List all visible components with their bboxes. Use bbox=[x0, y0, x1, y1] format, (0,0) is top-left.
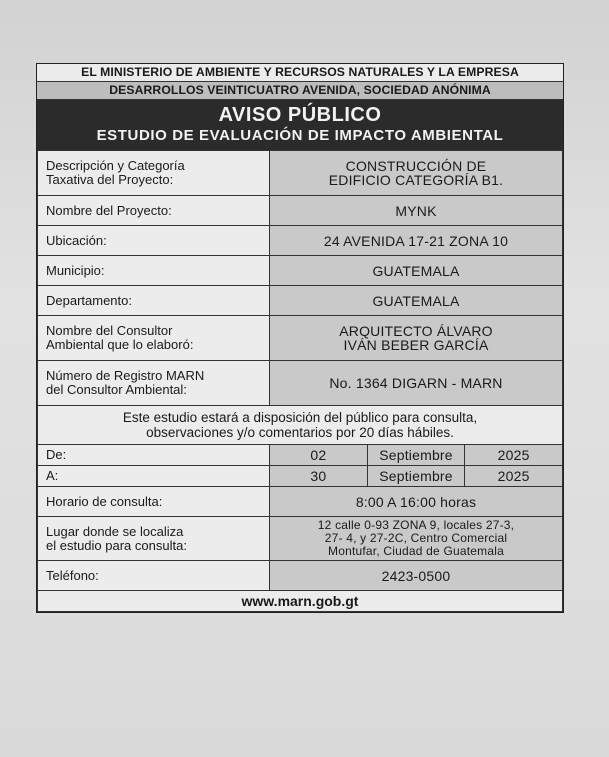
notice-title: AVISO PÚBLICO bbox=[218, 104, 382, 126]
date-to-month: Septiembre bbox=[367, 466, 465, 487]
municipality-label: Municipio: bbox=[38, 256, 270, 286]
municipality-value: GUATEMALA bbox=[270, 256, 563, 286]
title-banner bbox=[37, 100, 563, 150]
project-name-value: MYNK bbox=[270, 196, 563, 226]
consultant-label: Nombre del Consultor Ambiental que lo elaboró: bbox=[38, 316, 270, 361]
registry-value: No. 1364 DIGARN - MARN bbox=[270, 361, 563, 406]
row-municipality bbox=[38, 256, 563, 286]
phone-value: 2423-0500 bbox=[270, 561, 563, 591]
schedule-label: Horario de consulta: bbox=[38, 487, 270, 517]
row-schedule bbox=[38, 487, 563, 517]
row-availability bbox=[38, 406, 563, 445]
header-line-1: EL MINISTERIO DE AMBIENTE Y RECURSOS NATURALES Y LA EMPRESA bbox=[37, 64, 563, 82]
row-category bbox=[38, 151, 563, 196]
row-location bbox=[38, 226, 563, 256]
location-label: Ubicación: bbox=[38, 226, 270, 256]
place-label: Lugar donde se localiza el estudio para consulta: bbox=[38, 517, 270, 561]
row-date-to bbox=[38, 466, 563, 487]
date-from-day: 02 bbox=[270, 445, 368, 466]
row-consultant bbox=[38, 316, 563, 361]
consultant-value: ARQUITECTO ÁLVARO IVÁN BEBER GARCÍA bbox=[270, 316, 563, 361]
date-to-label: A: bbox=[38, 466, 270, 487]
category-label: Descripción y Categoría Taxativa del Proyecto: bbox=[38, 151, 270, 196]
registry-label: Número de Registro MARN del Consultor Ambiental: bbox=[38, 361, 270, 406]
website-link[interactable]: www.marn.gob.gt bbox=[38, 591, 563, 612]
row-department bbox=[38, 286, 563, 316]
date-to-day: 30 bbox=[270, 466, 368, 487]
project-name-label: Nombre del Proyecto: bbox=[38, 196, 270, 226]
date-to-year: 2025 bbox=[465, 466, 563, 487]
category-value: CONSTRUCCIÓN DE EDIFICIO CATEGORÍA B1. bbox=[270, 151, 563, 196]
row-registry bbox=[38, 361, 563, 406]
public-notice bbox=[36, 63, 564, 613]
department-value: GUATEMALA bbox=[270, 286, 563, 316]
phone-label: Teléfono: bbox=[38, 561, 270, 591]
location-value: 24 AVENIDA 17-21 ZONA 10 bbox=[270, 226, 563, 256]
row-place bbox=[38, 517, 563, 561]
availability-text: Este estudio estará a disposición del público para consulta, observaciones y/o comentarios por 20 días hábiles. bbox=[38, 406, 563, 445]
header-line-2: DESARROLLOS VEINTICUATRO AVENIDA, SOCIEDAD ANÓNIMA bbox=[37, 82, 563, 100]
date-from-year: 2025 bbox=[465, 445, 563, 466]
department-label: Departamento: bbox=[38, 286, 270, 316]
date-from-label: De: bbox=[38, 445, 270, 466]
place-value: 12 calle 0-93 ZONA 9, locales 27-3, 27- 4, y 27-2C, Centro Comercial Montufar, Ciudad de Guatemala bbox=[270, 517, 563, 561]
notice-subtitle: ESTUDIO DE EVALUACIÓN DE IMPACTO AMBIENTAL bbox=[96, 127, 504, 144]
row-project-name bbox=[38, 196, 563, 226]
project-details-table bbox=[37, 150, 563, 612]
row-date-from bbox=[38, 445, 563, 466]
date-from-month: Septiembre bbox=[367, 445, 465, 466]
schedule-value: 8:00 A 16:00 horas bbox=[270, 487, 563, 517]
row-website bbox=[38, 591, 563, 612]
row-phone bbox=[38, 561, 563, 591]
